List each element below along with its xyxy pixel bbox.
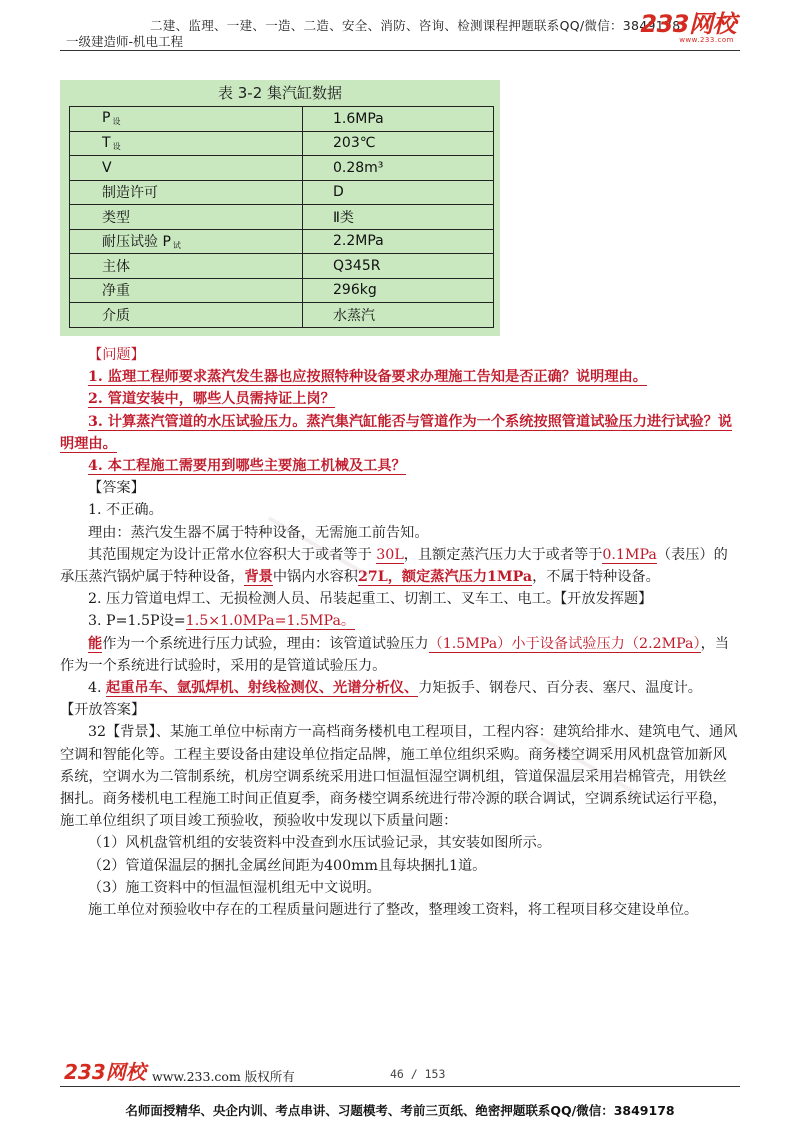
spec-label-subscript: 试 — [172, 241, 181, 251]
spec-label — [70, 205, 303, 230]
spec-label — [70, 131, 303, 156]
spec-table-figure — [60, 80, 500, 336]
question-2: 2. 管道安装中，哪些人员需持证上岗？ — [88, 391, 335, 408]
header-divider — [60, 50, 740, 51]
answer-4: 4. 起重吊车、氩弧焊机、射线检测仪、光谱分析仪、力矩扳手、钢卷尺、百分表、塞尺、温度计。 — [88, 680, 702, 697]
spec-row — [70, 205, 494, 230]
spec-row — [70, 278, 494, 303]
question-1: 1. 监理工程师要求蒸汽发生器也应按照特种设备要求办理施工告知是否正确？说明理由。 — [88, 369, 647, 386]
footer-contact-line: 名师面授精华、央企内训、考点串讲、习题模考、考前三页纸、绝密押题联系QQ/微信：3849178 — [125, 1103, 675, 1118]
case-32-issue-3: （3）施工资料中的恒温恒湿机组无中文说明。 — [88, 879, 381, 896]
open-answer-heading: 【开放答案】 — [60, 702, 146, 719]
answer-1: 1. 不正确。 — [88, 502, 163, 519]
spec-label — [70, 229, 303, 254]
answer-3-reason: 能作为一个系统进行压力试验，理由：该管道试验压力（1.5MPa）小于设备试验压力（2.2MPa），当作为一个系统进行试验时，采用的是管道试验压力。 — [60, 635, 729, 674]
answer-3: 3. P=1.5P设=1.5×1.0MPa=1.5MPa。 — [88, 613, 356, 630]
spec-value: 2.2MPa — [303, 229, 494, 254]
spec-label — [70, 156, 303, 181]
spec-label-text: 主体 — [102, 258, 130, 275]
page-number: 46 / 153 — [390, 1067, 446, 1081]
spec-label-text: 耐压试验 P — [102, 234, 171, 251]
answer-2: 2. 压力管道电焊工、无损检测人员、吊装起重工、切割工、叉车工、电工。【开放发挥题】 — [88, 591, 653, 608]
spec-row — [70, 303, 494, 328]
spec-label-subscript: 设 — [112, 117, 121, 127]
spec-table — [69, 106, 494, 328]
spec-row — [70, 156, 494, 181]
questions-heading: 【问题】 — [88, 347, 145, 363]
document-body — [60, 344, 740, 921]
footer-divider — [60, 1086, 740, 1087]
case-32-conclusion: 施工单位对预验收中存在的工程质量问题进行了整改，整理竣工资料，将工程项目移交建设单位。 — [88, 902, 699, 919]
brand-logo-url: www.233.com — [679, 36, 734, 44]
case-32-background: 32【背景】、某施工单位中标南方一高档商务楼机电工程项目，工程内容：建筑给排水、建筑电气、通风空调和智能化等。工程主要设备由建设单位指定品牌，施工单位组织采购。商务楼空调采用风机盘管加新风系统，空调水为二管制系统，机房空调系统采用进口恒温恒湿空调机组，管道保温层采用岩棉管壳，用铁丝捆扎。商务楼机电工程施工时间正值夏季，商务楼空调系统进行带冷源的联合调试，空调系统试运行平稳，施工单位组织了项目竣工预验收，预验收中发现以下质量问题： — [60, 724, 738, 830]
spec-value: 0.28m³ — [303, 156, 494, 181]
answer-1-reason: 理由：蒸汽发生器不属于特种设备，无需施工前告知。 — [88, 524, 429, 541]
spec-value: 1.6MPa — [303, 107, 494, 132]
spec-row — [70, 229, 494, 254]
question-4: 4. 本工程施工需要用到哪些主要施工机械及工具？ — [88, 458, 406, 475]
spec-label-text: 净重 — [102, 283, 130, 300]
spec-value: 水蒸汽 — [303, 303, 494, 328]
footer-logo: 233网校 — [64, 1060, 146, 1084]
header-contact-line: 二建、监理、一建、一造、二造、安全、消防、咨询、检测课程押题联系QQ/微信：3849178 — [150, 18, 681, 33]
spec-label-text: P — [102, 110, 111, 127]
spec-value: 203℃ — [303, 131, 494, 156]
spec-label — [70, 254, 303, 279]
spec-label-text: 介质 — [102, 307, 130, 324]
header-subject: 一级建造师-机电工程 — [66, 34, 184, 49]
question-3: 3. 计算蒸汽管道的水压试验压力。蒸汽集汽缸能否与管道作为一个系统按照管道试验压力进行试验？说明理由。 — [60, 413, 733, 452]
spec-label-text: 制造许可 — [102, 185, 158, 202]
spec-row — [70, 131, 494, 156]
case-32-issue-1: （1）风机盘管机组的安装资料中没查到水压试验记录，其安装如图所示。 — [88, 835, 552, 852]
answers-heading: 【答案】 — [88, 480, 145, 497]
spec-label — [70, 107, 303, 132]
spec-label — [70, 303, 303, 328]
spec-value: D — [303, 180, 494, 205]
spec-row — [70, 107, 494, 132]
case-32-issue-2: （2）管道保温层的捆扎金属丝间距为400mm且每块捆扎1道。 — [88, 857, 487, 874]
spec-label — [70, 180, 303, 205]
table-caption: 表 3-2 集汽缸数据 — [217, 84, 343, 102]
spec-value: Ⅱ类 — [303, 205, 494, 230]
spec-value: Q345R — [303, 254, 494, 279]
spec-label — [70, 278, 303, 303]
spec-label-text: V — [102, 159, 112, 176]
answer-1-range: 其范围规定为设计正常水位容积大于或者等于 30L，且额定蒸汽压力大于或者等于0.1MPa（表压）的承压蒸汽锅炉属于特种设备，背景中锅内水容积27L，额定蒸汽压力1MPa，不属于特种设备。 — [60, 546, 728, 586]
spec-row — [70, 180, 494, 205]
spec-row — [70, 254, 494, 279]
spec-label-subscript: 设 — [112, 141, 121, 151]
spec-label-text: 类型 — [102, 209, 130, 226]
spec-value: 296kg — [303, 278, 494, 303]
footer-copyright: www.233.com 版权所有 — [152, 1069, 295, 1084]
spec-label-text: T — [102, 134, 111, 151]
brand-logo: 233网校 — [640, 10, 736, 38]
